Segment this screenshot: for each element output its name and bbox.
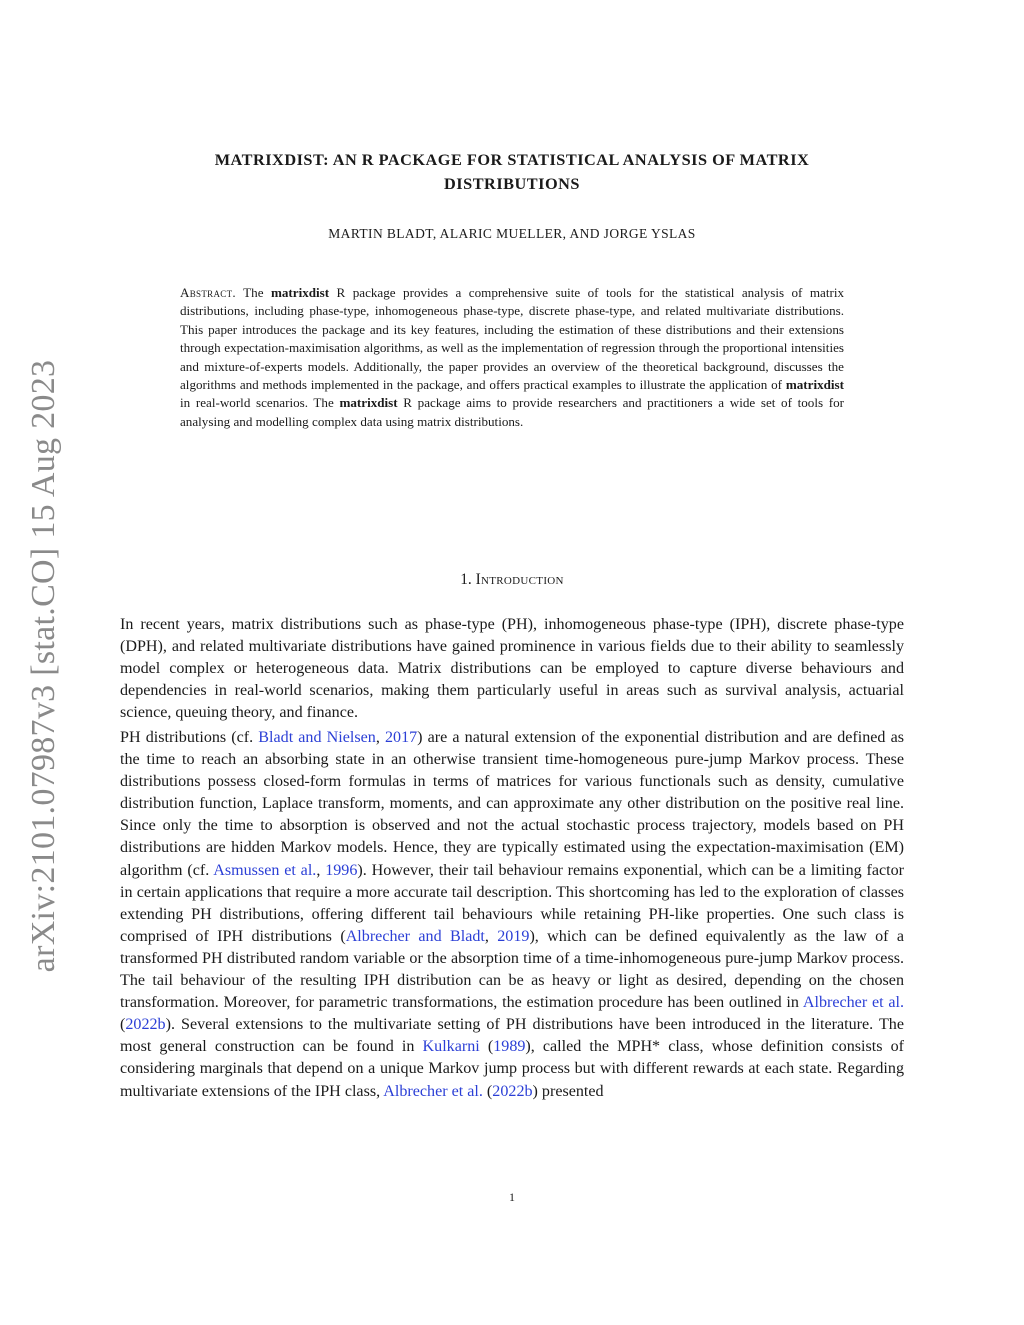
paper-title [120,148,904,196]
author-list: MARTIN BLADT, ALARIC MUELLER, AND JORGE YSLAS [328,226,696,241]
package-name: matrixdist [785,377,844,393]
citation-year-link[interactable]: 1989 [493,1038,526,1056]
citation-year-link[interactable]: 2022b [492,1082,533,1100]
citation-link[interactable]: Kulkarni [422,1038,480,1056]
citation-year-link[interactable]: 2017 [384,729,418,746]
paragraph-text: . Several extensions to the multivariate setting of PH distributions have been introduced in the literature. The most general construction can be found in [120,1016,904,1056]
intro-paragraph-2: PH distributions (cf. Bladt and Nielsen, 2017) are a natural extension of the exponential distribution and are defined as the time to reach an absorbing state in an otherwise transient time-homogeneous pure-jump Markov process. These distributions possess closed-form formulas in terms of matrices for various functionals such as density, cumulative distribution function, Laplace transform, moments, and can approximate any other distribution on the positive real line. Since only the time to absorption is observed and not the actual stochastic process trajectory, models based on PH distributions are hidden Markov models. Hence, they are typically estimated using the expectation-maximisation (EM) algorithm (cf. Asmussen et al., 1996). However, their tail behaviour remains exponential, which can be a limiting factor in certain applications that require a more accurate tail description. This shortcoming has led to the exploration of classes extending PH distributions, offering different tail behaviours while retaining PH-like properties. One such class is comprised of IPH distributions (Albrecher and Bladt, 2019), which can be defined equivalently as the law of a transformed PH distributed random variable or the absorption time of a time-inhomogeneous pure-jump Markov process. The tail behaviour of the resulting IPH distribution can be as heavy or light as desired, depending on the chosen transformation. Moreover, for parametric transformations, the estimation procedure has been outlined in Albrecher et al. (2022b). Several extensions to the multivariate setting of PH distributions have been introduced in the literature. The most general construction can be found in Kulkarni (1989), called the MPH* class, whose definition consists of considering marginals that depend on a unique Markov jump process but with different rewards at each state. Regarding multivariate extensions of the IPH class, Albrecher et al. (2022b) presented [120,729,905,1100]
page-number: 1 [509,1190,515,1204]
paragraph-text: , called the MPH* class, whose definition consists of considering marginals that depend on a unique Markov jump process but with different rewards at each state. Regarding multivariate extensions of the IPH class, [120,1038,904,1100]
abstract-text: The [235,285,271,300]
arxiv-stamp-text: arXiv:2101.07987v3 [stat.CO] 15 Aug 2023 [25,359,62,973]
abstract-text: in real-world scenarios. The [180,395,340,411]
paragraph-text: ), which can be defined equivalently as the law of a transformed PH distributed random variable or the absorption time of a time-inhomogeneous pure-jump Markov process. The tail behaviour of the resulting IPH distribution can be as heavy or light as desired, depending on the chosen transformation. Moreover, for parametric transformations, the estimation procedure has been outlined in [120,927,904,1012]
citation-link[interactable]: Albrecher et al. [383,1082,483,1100]
citation-link[interactable]: Asmussen et al. [213,861,317,879]
package-name: matrixdist [270,285,330,300]
citation-year-link[interactable]: 1996 [325,861,358,879]
citation-separator: , [316,861,326,879]
paragraph-text: PH distributions (cf. [120,729,259,746]
citation-link[interactable]: Albrecher and Bladt [345,927,485,945]
citation-link[interactable]: Albrecher et al. [802,994,904,1012]
package-name: matrixdist [339,395,398,411]
citation-year-link[interactable]: 2019 [497,927,530,945]
section-number: 1. [460,571,476,588]
citation-separator: , [484,927,498,945]
paragraph-text: presented [537,1082,604,1100]
abstract [180,284,844,431]
abstract-text: R package provides a comprehensive suite of tools for the statistical analysis of matrix distributions, including phase-type, inhomogeneous phase-type, discrete phase-type, and related multivariate distributions. This paper introduces the package and its key features, including the estimation of these distributions and their extensions through expectation-maximisation algorithms, as well as the implementation of regression through the proportional intensities and mixture-of-experts models. Additionally, the paper provides an overview of the theoretical background, discusses the algorithms and methods implemented in the package, and offers practical examples to illustrate the application of [180,285,845,393]
abstract-text: R package aims to provide researchers and practitioners a wide set of tools for analysing and modelling complex data using matrix distributions. [180,395,844,429]
citation-year-link[interactable]: 2022b [125,1016,166,1034]
intro-paragraph-1: In recent years, matrix distributions such as phase-type (PH), inhomogeneous phase-type (IPH), discrete phase-type (DPH), and related multivariate distributions have gained prominence in various fields due to their ability to seamlessly model complex or heterogeneous data. Matrix distributions can be employed to capture diverse behaviours and dependencies in real-world scenarios, making them particularly useful in areas such as survival analysis, actuarial science, queuing theory, and finance. [120,616,904,722]
abstract-label: Abstract. [180,285,236,300]
paragraph-text: ) are a natural extension of the exponential distribution and are defined as the time to reach an absorbing state in an otherwise transient time-homogeneous pure-jump Markov process. These distributions possess closed-form formulas in terms of matrices for various functionals such as density, cumulative distribution function, Laplace transform, moments, and can approximate any other distribution on the positive real line. Since only the time to absorption is observed and not the actual stochastic process trajectory, models based on PH distributions are hidden Markov models. Hence, they are typically estimated using the expectation-maximisation (EM) algorithm (cf. [120,729,905,879]
section-title: Introduction [475,571,564,588]
citation-separator: , [375,729,385,746]
citation-link[interactable]: Bladt and Nielsen [258,729,376,746]
title-line-1: MATRIXDIST: AN R PACKAGE FOR STATISTICAL ANALYSIS OF MATRIX [214,150,810,169]
title-line-2: DISTRIBUTIONS [444,174,580,193]
section-heading [120,571,904,589]
paragraph-text: ). However, their tail behaviour remains exponential, which can be a limiting factor in certain applications that require a more accurate tail description. This shortcoming has led to the exploration of classes extending PH distributions, offering different tail behaviours while retaining PH-like properties. One such class is comprised of IPH distributions ( [120,861,905,945]
